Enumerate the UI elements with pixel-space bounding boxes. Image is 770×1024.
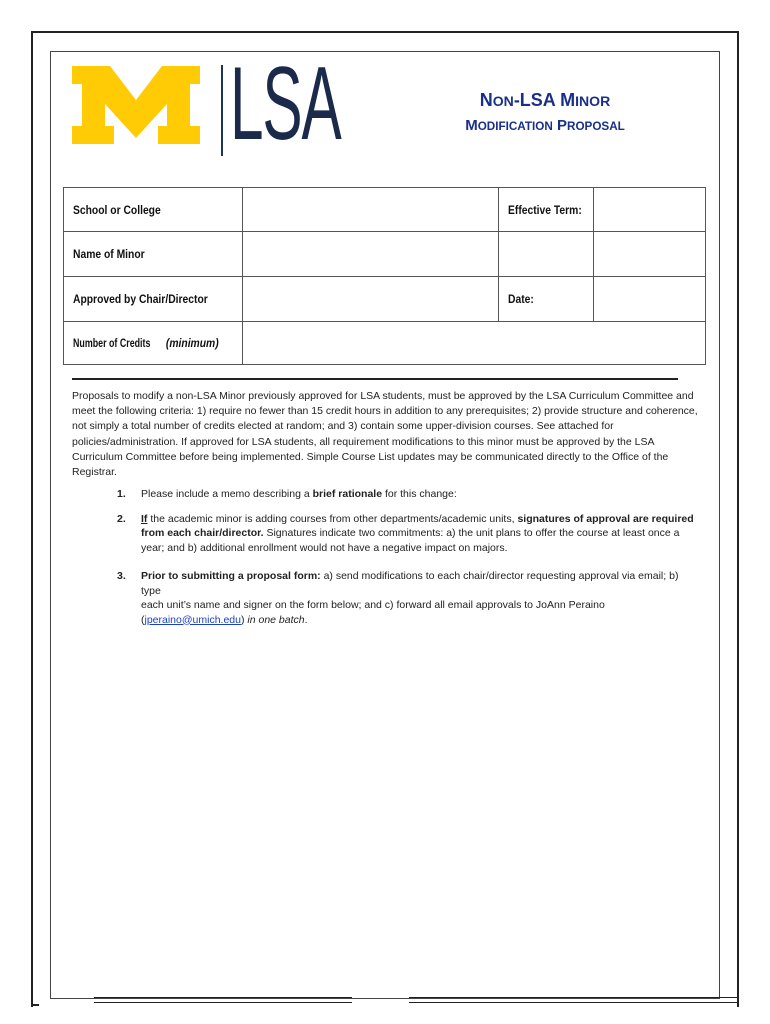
page-corner-mark bbox=[31, 990, 39, 1006]
form-row-approved bbox=[64, 277, 706, 322]
minor-field-extra[interactable] bbox=[499, 232, 594, 277]
intro-line: meet the following criteria: 1) require no fewer than 15 credit hours in addition to any prerequisites; 2) provide structure and coherence, bbox=[72, 405, 698, 418]
logo-divider bbox=[221, 65, 223, 156]
bottom-double-rule-left bbox=[94, 997, 352, 1003]
credits-label: Number of Credits (minimum) bbox=[64, 322, 243, 365]
title-line-2: MODIFICATION PROPOSAL bbox=[465, 117, 625, 134]
date-label: Date: bbox=[499, 277, 594, 322]
intro-paragraph bbox=[72, 389, 698, 480]
effective-term-field[interactable] bbox=[594, 188, 706, 232]
approved-label: Approved by Chair/Director bbox=[64, 277, 243, 322]
minor-field[interactable] bbox=[243, 232, 499, 277]
email-link[interactable]: jperaino@umich.edu bbox=[144, 613, 241, 626]
school-label: School or College bbox=[64, 188, 243, 232]
instruction-item-1: 1. Please include a memo describing a brief rationale for this change: bbox=[117, 488, 457, 500]
credits-field[interactable] bbox=[243, 322, 706, 365]
section-separator bbox=[72, 378, 678, 380]
block-m-shape bbox=[72, 66, 200, 144]
instruction-item-3: 3. Prior to submitting a proposal form: a) send modifications to each chair/director requesting approval via email; b) type each unit’s name and signer on the form below; and c) forward all email approvals to JoAnn Peraino (jperaino@umich.edu) in one batch. bbox=[117, 570, 679, 626]
intro-line: Curriculum Committee before being implemented. Simple Course List updates may be communicated directly to the Office of the bbox=[72, 450, 669, 463]
title-line-1: NON-LSA MINOR bbox=[479, 90, 611, 110]
intro-line: policies/administration. If approved for LSA students, all requirement modifications to this minor must be approved by the LSA bbox=[72, 435, 655, 448]
intro-line: not simply a total number of credits elected at random; and 3) contain some upper-division courses. See attached for bbox=[72, 420, 614, 433]
form-row-minor bbox=[64, 232, 706, 277]
proposal-form-table bbox=[63, 187, 706, 365]
instruction-item-2: 2. If the academic minor is adding courses from other departments/academic units, signatures of approval are required from each chair/director. Signatures indicate two commitments: a) the unit plans to offer the course at least once a year; and b) additional enrollment would not have a negative impact on majors. bbox=[117, 512, 694, 554]
instructions-list bbox=[113, 487, 698, 637]
form-row-school bbox=[64, 188, 706, 232]
intro-line: Proposals to modify a non-LSA Minor previously approved for LSA students, must be approved by the LSA Curriculum Committee and bbox=[72, 390, 694, 402]
date-field[interactable] bbox=[594, 277, 706, 322]
school-field[interactable] bbox=[243, 188, 499, 232]
intro-line: Registrar. bbox=[72, 466, 117, 479]
minor-label: Name of Minor bbox=[64, 232, 243, 277]
effective-term-label: Effective Term: bbox=[499, 188, 594, 232]
michigan-block-m-logo bbox=[72, 66, 200, 144]
minor-field-extra-2[interactable] bbox=[594, 232, 706, 277]
form-row-credits bbox=[64, 322, 706, 365]
bottom-double-rule-right bbox=[409, 997, 739, 1003]
lsa-wordmark: LSA bbox=[230, 46, 341, 162]
approved-field[interactable] bbox=[243, 277, 499, 322]
